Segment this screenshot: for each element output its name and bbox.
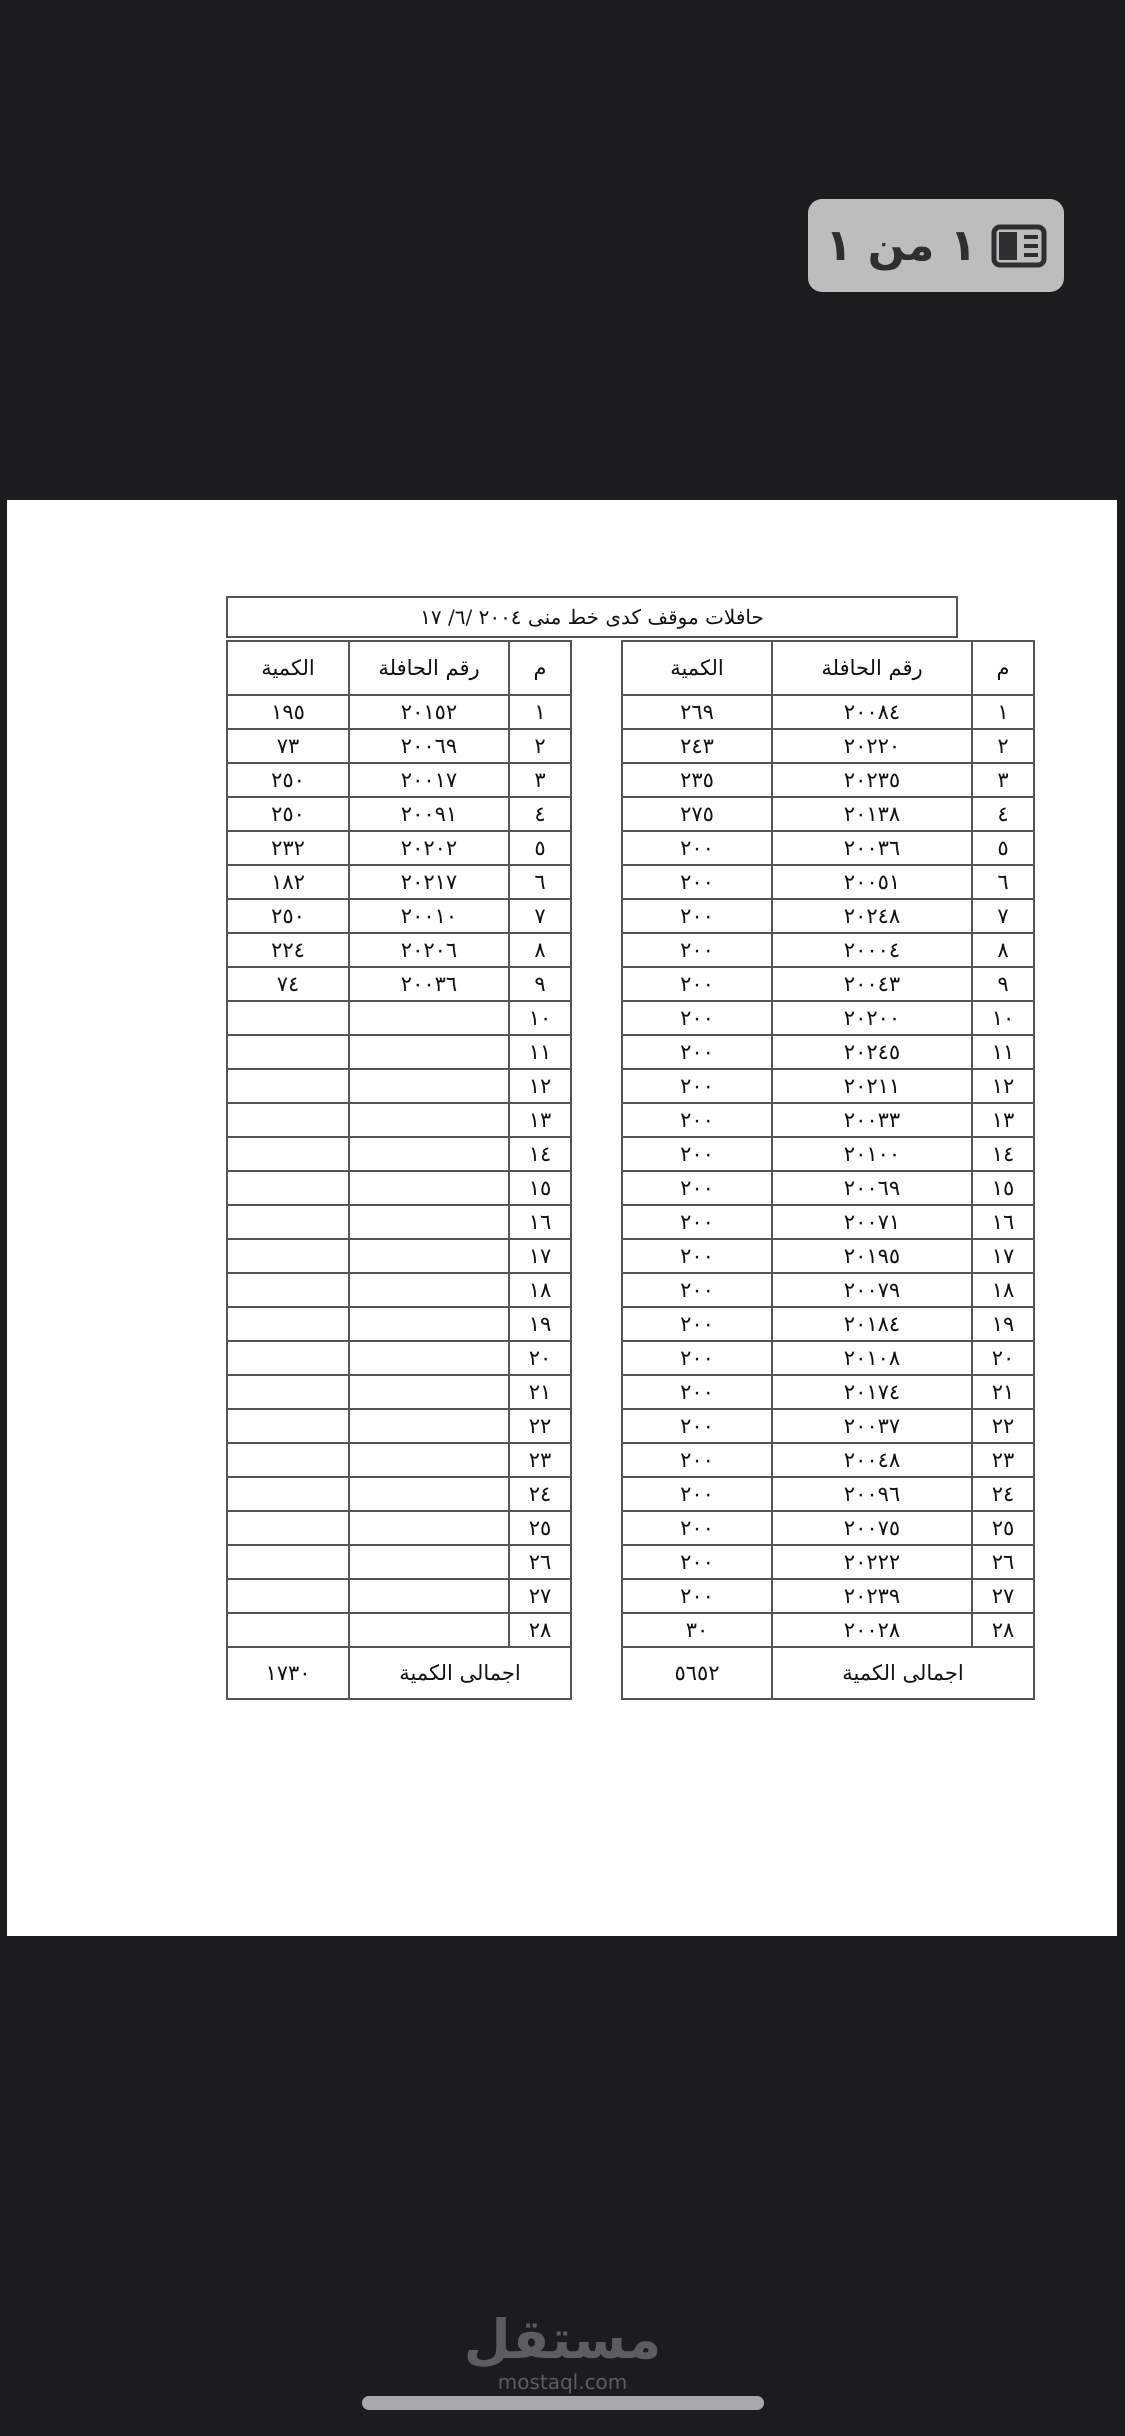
bus-number-cell (349, 1239, 509, 1273)
serial-cell: ٦ (509, 865, 571, 899)
table-header-row (622, 641, 1034, 695)
table-row (227, 1409, 571, 1443)
table-row (227, 933, 571, 967)
table-row (622, 1613, 1034, 1647)
serial-cell: ٤ (972, 797, 1034, 831)
quantity-cell: ٢٠٠ (622, 967, 772, 1001)
table-row (622, 933, 1034, 967)
quantity-cell: ٢٠٠ (622, 1375, 772, 1409)
serial-cell: ١٦ (972, 1205, 1034, 1239)
serial-cell: ٢٣ (972, 1443, 1034, 1477)
serial-cell: ٨ (972, 933, 1034, 967)
quantity-cell (227, 1239, 349, 1273)
table-row (622, 1239, 1034, 1273)
quantity-cell: ٢٥٠ (227, 763, 349, 797)
serial-cell: ٣ (972, 763, 1034, 797)
bus-number-cell (349, 1341, 509, 1375)
serial-cell: ١٩ (509, 1307, 571, 1341)
table-row (227, 831, 571, 865)
bus-number-cell: ٢٠٢٣٩ (772, 1579, 972, 1613)
watermark-logo: مستقل (463, 2308, 662, 2371)
quantity-cell: ٢٠٠ (622, 1511, 772, 1545)
bus-number-cell: ٢٠٢١١ (772, 1069, 972, 1103)
serial-cell: ٢٣ (509, 1443, 571, 1477)
quantity-cell: ٢٠٠ (622, 1579, 772, 1613)
bus-number-cell: ٢٠٢٣٥ (772, 763, 972, 797)
bus-number-cell: ٢٠٠٧٥ (772, 1511, 972, 1545)
header-quantity: الكمية (227, 641, 349, 695)
bus-number-cell (349, 1001, 509, 1035)
bus-number-cell (349, 1273, 509, 1307)
bus-number-cell: ٢٠٠٦٩ (349, 729, 509, 763)
quantity-cell: ٢٠٠ (622, 865, 772, 899)
serial-cell: ٢٧ (972, 1579, 1034, 1613)
serial-cell: ١٢ (972, 1069, 1034, 1103)
table-row (227, 1035, 571, 1069)
serial-cell: ١٧ (972, 1239, 1034, 1273)
watermark-url: mostaql.com (497, 2370, 628, 2394)
serial-cell: ٢ (509, 729, 571, 763)
serial-cell: ١٨ (972, 1273, 1034, 1307)
bus-number-cell: ٢٠٢٢٠ (772, 729, 972, 763)
table-row (622, 1307, 1034, 1341)
bus-number-cell: ٢٠٠٥١ (772, 865, 972, 899)
header-serial: م (972, 641, 1034, 695)
bus-number-cell: ٢٠٠٤٣ (772, 967, 972, 1001)
bus-table-right (621, 640, 1035, 1700)
bus-number-cell: ٢٠٠١٧ (349, 763, 509, 797)
serial-cell: ١ (509, 695, 571, 729)
table-row (227, 1069, 571, 1103)
table-body (622, 695, 1034, 1647)
serial-cell: ٢٦ (509, 1545, 571, 1579)
serial-cell: ٨ (509, 933, 571, 967)
quantity-cell: ٢٠٠ (622, 933, 772, 967)
serial-cell: ٢٤ (509, 1477, 571, 1511)
quantity-cell: ٣٠ (622, 1613, 772, 1647)
quantity-cell (227, 1375, 349, 1409)
bus-number-cell: ٢٠٢٠٠ (772, 1001, 972, 1035)
bus-number-cell: ٢٠٠٩١ (349, 797, 509, 831)
table-row (227, 1205, 571, 1239)
bus-number-cell (349, 1137, 509, 1171)
table-row (227, 1171, 571, 1205)
serial-cell: ٢١ (972, 1375, 1034, 1409)
quantity-cell: ٢٠٠ (622, 1477, 772, 1511)
table-row (622, 899, 1034, 933)
bus-number-cell (349, 1205, 509, 1239)
quantity-cell: ١٨٢ (227, 865, 349, 899)
bus-number-cell: ٢٠٢٤٨ (772, 899, 972, 933)
serial-cell: ١١ (509, 1035, 571, 1069)
bus-number-cell: ٢٠٢٠٢ (349, 831, 509, 865)
bus-number-cell: ٢٠١٥٢ (349, 695, 509, 729)
bus-number-cell: ٢٠١٠٠ (772, 1137, 972, 1171)
table-row (622, 1477, 1034, 1511)
quantity-cell: ٢٠٠ (622, 1001, 772, 1035)
table-row (622, 1443, 1034, 1477)
bus-number-cell: ٢٠٢٤٥ (772, 1035, 972, 1069)
total-value: ٥٦٥٢ (622, 1647, 772, 1699)
serial-cell: ٢٦ (972, 1545, 1034, 1579)
quantity-cell: ٢٠٠ (622, 1171, 772, 1205)
bus-number-cell: ٢٠٠٧٩ (772, 1273, 972, 1307)
bus-number-cell: ٢٠١٣٨ (772, 797, 972, 831)
serial-cell: ١٤ (509, 1137, 571, 1171)
serial-cell: ٢١ (509, 1375, 571, 1409)
table-row (227, 1613, 571, 1647)
table-row (622, 763, 1034, 797)
quantity-cell (227, 1443, 349, 1477)
bus-number-cell: ٢٠١٧٤ (772, 1375, 972, 1409)
table-row (227, 1137, 571, 1171)
table-total-row (622, 1647, 1034, 1699)
quantity-cell (227, 1341, 349, 1375)
table-row (227, 1239, 571, 1273)
bus-number-cell: ٢٠٠٧١ (772, 1205, 972, 1239)
table-row (227, 1511, 571, 1545)
bus-number-cell (349, 1443, 509, 1477)
table-row (227, 1477, 571, 1511)
bus-number-cell: ٢٠٠٣٦ (772, 831, 972, 865)
table-row (622, 967, 1034, 1001)
table-row (622, 1341, 1034, 1375)
quantity-cell: ٢٠٠ (622, 1273, 772, 1307)
bus-number-cell: ٢٠٠٦٩ (772, 1171, 972, 1205)
bus-number-cell (349, 1545, 509, 1579)
bus-number-cell (349, 1477, 509, 1511)
quantity-cell: ٢٤٣ (622, 729, 772, 763)
bus-number-cell: ٢٠١٠٨ (772, 1341, 972, 1375)
bus-number-cell: ٢٠٢٢٢ (772, 1545, 972, 1579)
quantity-cell: ١٩٥ (227, 695, 349, 729)
quantity-cell: ٢٥٠ (227, 899, 349, 933)
bus-number-cell (349, 1171, 509, 1205)
serial-cell: ١٩ (972, 1307, 1034, 1341)
total-label: اجمالى الكمية (772, 1647, 1034, 1699)
bus-number-cell: ٢٠٢١٧ (349, 865, 509, 899)
quantity-cell (227, 1579, 349, 1613)
quantity-cell (227, 1137, 349, 1171)
table-row (227, 1443, 571, 1477)
quantity-cell (227, 1273, 349, 1307)
page-indicator[interactable] (808, 199, 1064, 292)
serial-cell: ١٨ (509, 1273, 571, 1307)
quantity-cell: ٢٠٠ (622, 1545, 772, 1579)
table-row (227, 695, 571, 729)
table-row (227, 1103, 571, 1137)
serial-cell: ١٣ (509, 1103, 571, 1137)
header-bus-number: رقم الحافلة (349, 641, 509, 695)
document-page (7, 500, 1117, 1936)
bus-number-cell (349, 1035, 509, 1069)
total-value: ١٧٣٠ (227, 1647, 349, 1699)
quantity-cell: ٧٤ (227, 967, 349, 1001)
serial-cell: ١٦ (509, 1205, 571, 1239)
total-label: اجمالى الكمية (349, 1647, 571, 1699)
quantity-cell: ٢٠٠ (622, 1307, 772, 1341)
mostaql-watermark (0, 2310, 1125, 2394)
table-row (622, 797, 1034, 831)
serial-cell: ١٢ (509, 1069, 571, 1103)
table-row (227, 1273, 571, 1307)
table-row (227, 1579, 571, 1613)
table-row (622, 1001, 1034, 1035)
bus-number-cell (349, 1069, 509, 1103)
table-row (622, 1035, 1034, 1069)
quantity-cell: ٢٠٠ (622, 1069, 772, 1103)
serial-cell: ٢٢ (509, 1409, 571, 1443)
bus-number-cell: ٢٠٠٨٤ (772, 695, 972, 729)
serial-cell: ٢٨ (509, 1613, 571, 1647)
table-row (227, 899, 571, 933)
quantity-cell (227, 1205, 349, 1239)
table-total-row (227, 1647, 571, 1699)
quantity-cell (227, 1069, 349, 1103)
serial-cell: ٢٢ (972, 1409, 1034, 1443)
serial-cell: ٢٠ (509, 1341, 571, 1375)
serial-cell: ١٥ (509, 1171, 571, 1205)
table-row (622, 1171, 1034, 1205)
serial-cell: ٢٤ (972, 1477, 1034, 1511)
table-row (622, 729, 1034, 763)
bus-number-cell: ٢٠٠٣٧ (772, 1409, 972, 1443)
serial-cell: ٢ (972, 729, 1034, 763)
table-row (227, 1001, 571, 1035)
bus-number-cell: ٢٠٠٩٦ (772, 1477, 972, 1511)
quantity-cell (227, 1477, 349, 1511)
serial-cell: ٥ (509, 831, 571, 865)
header-serial: م (509, 641, 571, 695)
bus-number-cell: ٢٠١٨٤ (772, 1307, 972, 1341)
bus-number-cell: ٢٠٠٣٦ (349, 967, 509, 1001)
serial-cell: ٢٠ (972, 1341, 1034, 1375)
quantity-cell (227, 1103, 349, 1137)
bus-table-left (226, 640, 572, 1700)
quantity-cell: ٢٦٩ (622, 695, 772, 729)
table-row (622, 1273, 1034, 1307)
serial-cell: ١٧ (509, 1239, 571, 1273)
serial-cell: ٣ (509, 763, 571, 797)
table-row (622, 1069, 1034, 1103)
quantity-cell (227, 1613, 349, 1647)
table-row (622, 1375, 1034, 1409)
table-row (622, 865, 1034, 899)
bus-number-cell: ٢٠٠١٠ (349, 899, 509, 933)
page-indicator-label: ١ من ١ (825, 220, 977, 271)
bus-number-cell (349, 1375, 509, 1409)
quantity-cell: ٢٣٢ (227, 831, 349, 865)
table-row (622, 1137, 1034, 1171)
serial-cell: ٢٥ (509, 1511, 571, 1545)
table-row (227, 865, 571, 899)
serial-cell: ٢٨ (972, 1613, 1034, 1647)
table-row (227, 1375, 571, 1409)
table-row (622, 1103, 1034, 1137)
table-body (227, 695, 571, 1647)
table-row (622, 1545, 1034, 1579)
serial-cell: ٧ (972, 899, 1034, 933)
serial-cell: ٤ (509, 797, 571, 831)
bus-number-cell (349, 1579, 509, 1613)
bus-number-cell: ٢٠٠٢٨ (772, 1613, 972, 1647)
table-row (622, 1579, 1034, 1613)
quantity-cell: ٧٣ (227, 729, 349, 763)
quantity-cell: ٢٥٠ (227, 797, 349, 831)
quantity-cell (227, 1307, 349, 1341)
bus-number-cell: ٢٠١٩٥ (772, 1239, 972, 1273)
quantity-cell (227, 1409, 349, 1443)
bus-number-cell (349, 1103, 509, 1137)
quantity-cell: ٢٠٠ (622, 1443, 772, 1477)
serial-cell: ١٠ (509, 1001, 571, 1035)
bus-number-cell: ٢٠٠٠٤ (772, 933, 972, 967)
bus-number-cell (349, 1511, 509, 1545)
header-bus-number: رقم الحافلة (772, 641, 972, 695)
table-row (622, 1205, 1034, 1239)
table-row (227, 967, 571, 1001)
serial-cell: ٦ (972, 865, 1034, 899)
quantity-cell: ٢٠٠ (622, 1035, 772, 1069)
quantity-cell (227, 1545, 349, 1579)
table-row (622, 1409, 1034, 1443)
quantity-cell: ٢٠٠ (622, 1341, 772, 1375)
quantity-cell: ٢٣٥ (622, 763, 772, 797)
reader-panel-icon (991, 224, 1047, 268)
serial-cell: ٩ (972, 967, 1034, 1001)
table-row (227, 797, 571, 831)
bus-number-cell: ٢٠٠٤٨ (772, 1443, 972, 1477)
quantity-cell: ٢٠٠ (622, 1137, 772, 1171)
serial-cell: ١٥ (972, 1171, 1034, 1205)
bus-number-cell (349, 1613, 509, 1647)
quantity-cell (227, 1035, 349, 1069)
serial-cell: ٢٧ (509, 1579, 571, 1613)
quantity-cell: ٢٧٥ (622, 797, 772, 831)
quantity-cell: ٢٠٠ (622, 899, 772, 933)
table-row (227, 1545, 571, 1579)
header-quantity: الكمية (622, 641, 772, 695)
serial-cell: ٢٥ (972, 1511, 1034, 1545)
quantity-cell: ٢٠٠ (622, 1103, 772, 1137)
table-row (227, 1341, 571, 1375)
quantity-cell (227, 1001, 349, 1035)
bus-number-cell: ٢٠٢٠٦ (349, 933, 509, 967)
serial-cell: ١٠ (972, 1001, 1034, 1035)
serial-cell: ٥ (972, 831, 1034, 865)
quantity-cell: ٢٠٠ (622, 1239, 772, 1273)
bus-number-cell: ٢٠٠٣٣ (772, 1103, 972, 1137)
quantity-cell: ٢٠٠ (622, 1409, 772, 1443)
quantity-cell: ٢٠٠ (622, 1205, 772, 1239)
table-row (622, 1511, 1034, 1545)
table-header-row (227, 641, 571, 695)
table-row (227, 1307, 571, 1341)
table-row (227, 729, 571, 763)
quantity-cell: ٢٢٤ (227, 933, 349, 967)
bus-number-cell (349, 1307, 509, 1341)
serial-cell: ١ (972, 695, 1034, 729)
serial-cell: ١١ (972, 1035, 1034, 1069)
quantity-cell: ٢٠٠ (622, 831, 772, 865)
table-row (227, 763, 571, 797)
serial-cell: ١٤ (972, 1137, 1034, 1171)
table-row (622, 831, 1034, 865)
quantity-cell (227, 1511, 349, 1545)
table-row (622, 695, 1034, 729)
serial-cell: ٧ (509, 899, 571, 933)
serial-cell: ١٣ (972, 1103, 1034, 1137)
quantity-cell (227, 1171, 349, 1205)
document-title: حافلات موقف كدى خط منى ٢٠٠٤ /٦/ ١٧ (226, 596, 958, 638)
home-indicator[interactable] (362, 2396, 764, 2410)
serial-cell: ٩ (509, 967, 571, 1001)
bus-number-cell (349, 1409, 509, 1443)
